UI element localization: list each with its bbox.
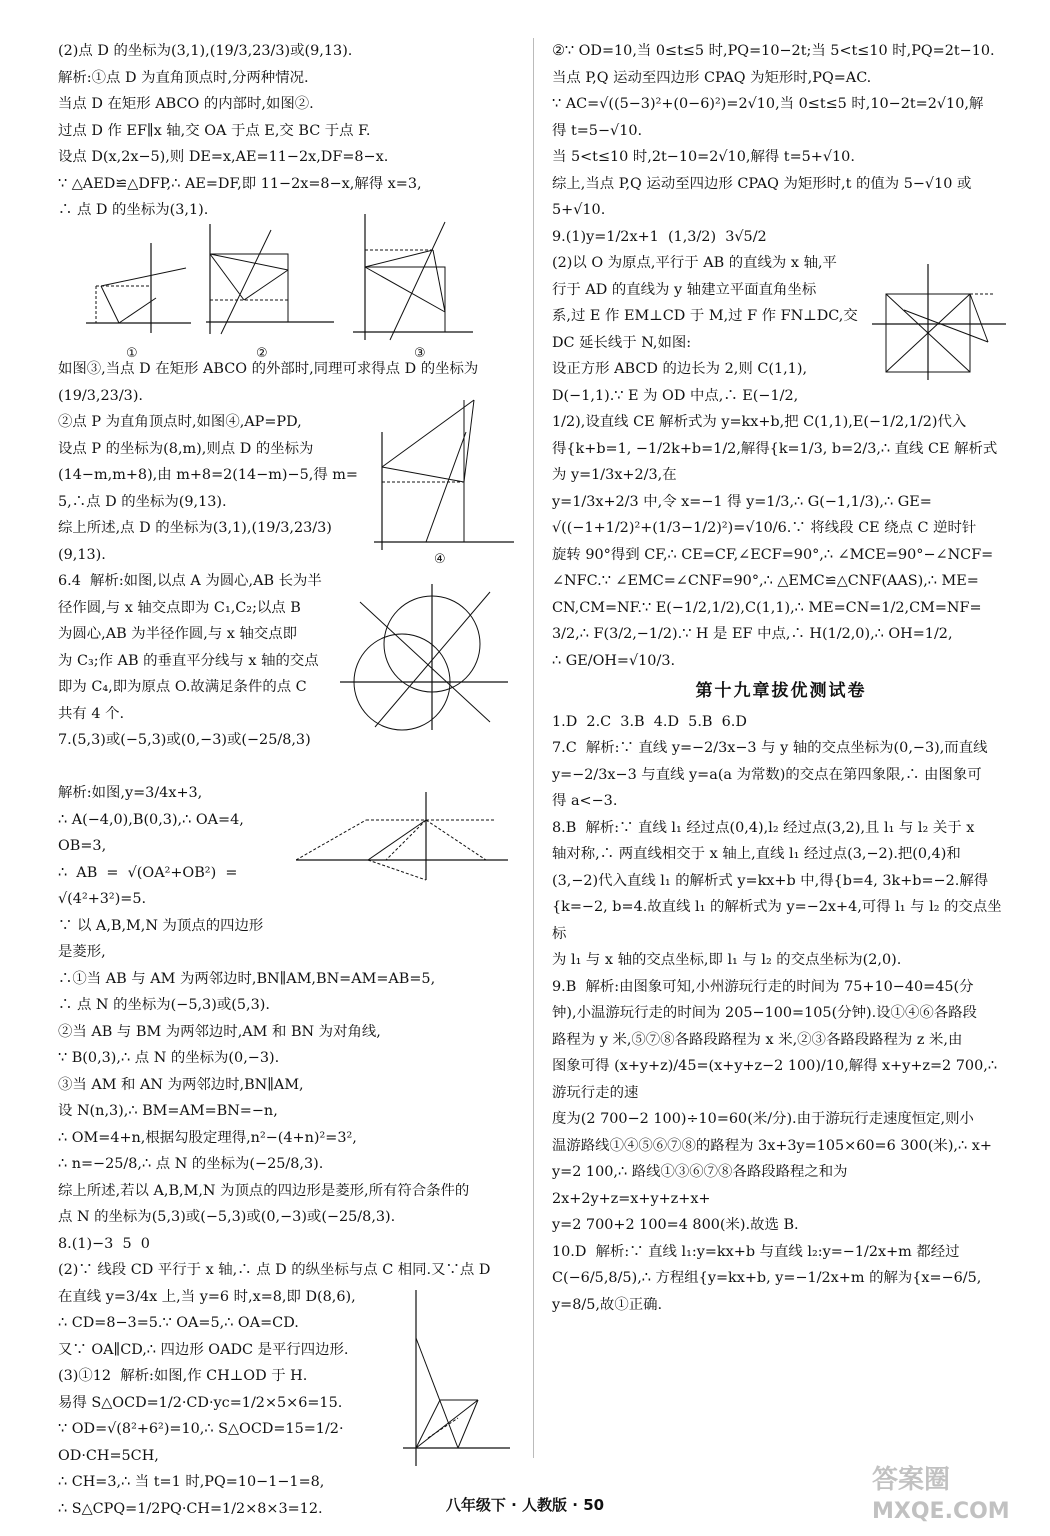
left-column-line: 为 C₃;作 AB 的垂直平分线与 x 轴的交点 <box>58 652 319 669</box>
left-column-line: ∵ 以 A,B,M,N 为顶点的四边形 <box>58 917 264 934</box>
right-column-line: 温游路线①④⑤⑥⑦⑧的路程为 3x+3y=105×60=6 300(米),∴ x+ <box>552 1137 992 1154</box>
left-column-line: 为圆心,AB 为半径作圆,与 x 轴交点即 <box>58 626 298 642</box>
right-column-line: 设正方形 ABCD 的边长为 2,则 C(1,1), <box>552 361 808 377</box>
column-divider <box>533 38 534 1458</box>
left-column-line: 即为 C₄,即为原点 O.故满足条件的点 C <box>58 679 307 695</box>
left-column-line: ∴ CD=8−3=5.∵ OA=5,∴ OA=CD. <box>58 1315 299 1331</box>
left-column-line: 是菱形, <box>58 944 106 960</box>
right-column-line: 10.D 解析:∵ 直线 l₁:y=kx+b 与直线 l₂:y=−1/2x+m 都经过 <box>552 1243 960 1260</box>
right-column-line: 3/2,∴ F(3/2,−1/2).∵ H 是 EF 中点,∴ H(1/2,0),∴ OH=1/2, <box>552 626 953 642</box>
right-column-line: 当 5<t≤10 时,2t−10=2√10,解得 t=5+√10. <box>552 149 855 165</box>
right-column-line: ②∵ OD=10,当 0≤t≤5 时,PQ=10−2t;当 5<t≤10 时,PQ=2t−10. <box>552 43 995 59</box>
right-column-line: 系,过 E 作 EM⊥CD 于 M,过 F 作 FN⊥DC,交 <box>552 308 858 324</box>
left-column-line: (19/3,23/3). <box>58 387 144 404</box>
right-column <box>552 38 1010 1318</box>
left-column-line: 如图③,当点 D 在矩形 ABCO 的外部时,同理可求得点 D 的坐标为 <box>58 361 479 377</box>
left-column-line: 解析:①点 D 为直角顶点时,分两种情况. <box>58 69 309 86</box>
left-column-line: (2)∵ 线段 CD 平行于 x 轴,∴ 点 D 的纵坐标与点 C 相同.又∵点 D <box>58 1262 491 1278</box>
left-column-line: ∴ OM=4+n,根据勾股定理得,n²−(4+n)²=3², <box>58 1129 357 1146</box>
left-column-line: 综上所述,点 D 的坐标为(3,1),(19/3,23/3) <box>58 520 332 536</box>
right-column-line: 得 t=5−√10. <box>552 122 643 139</box>
figure-1-label: ① <box>126 346 138 361</box>
right-column-line: {k=−2, b=4.故直线 l₁ 的解析式为 y=−2x+4,可得 l₁ 与 l₂ 的交点坐标 <box>552 899 1002 942</box>
right-column-line: 8.B 解析:∵ 直线 l₁ 经过点(0,4),l₂ 经过点(3,2),且 l₁ 与 l₂ 关于 x <box>552 819 975 836</box>
right-column-line: (3,−2)代入直线 l₁ 的解析式 y=kx+b 中,得{b=4, 3k+b=−2.解得 <box>552 872 989 889</box>
left-column-line: ∴①当 AB 与 AM 为两邻边时,BN∥AM,BN=AM=AB=5, <box>58 970 436 987</box>
left-column-line: 7.(5,3)或(−5,3)或(0,−3)或(−25/8,3) <box>58 732 311 748</box>
left-column-line: 设点 D(x,2x−5),则 DE=x,AE=11−2x,DF=8−x. <box>58 149 389 165</box>
figure-square <box>868 262 1008 382</box>
left-column-line: 设 N(n,3),∴ BM=AM=BN=−n, <box>58 1103 278 1119</box>
left-column-line: ②当 AB 与 BM 为两邻边时,AM 和 BN 为对角线, <box>58 1023 381 1040</box>
right-column-line: C(−6/5,8/5),∴ 方程组{y=kx+b, y=−1/2x+m 的解为{x=−6/5, y=8/5,故①正确. <box>552 1270 986 1313</box>
page-footer: 八年级下 · 人教版 · 50 <box>445 1496 605 1514</box>
left-column-line: ∴ AB = √(OA²+OB²) = <box>58 864 238 881</box>
right-column-line: (2)以 O 为原点,平行于 AB 的直线为 x 轴,平 <box>552 255 837 271</box>
right-column-line: 路程为 y 米,⑤⑦⑧各路段路程为 x 米,②③各路段路程为 z 米,由 <box>552 1031 963 1048</box>
right-column-line: ∵ AC=√((5−3)²+(0−6)²)=2√10,当 0≤t≤5 时,10−2t=2√10,解 <box>552 96 984 112</box>
right-column-line: 得 a<−3. <box>552 793 618 809</box>
right-column-line: 综上,当点 P,Q 运动至四边形 CPAQ 为矩形时,t 的值为 5−√10 或 <box>552 175 972 192</box>
right-column-line: y=2 100,∴ 路线①③⑥⑦⑧各路段路程之和为 2x+2y+z=x+y+z+x+ <box>552 1164 853 1207</box>
left-column-line: ∴ S△CPQ=1/2PQ·CH=1/2×8×3=12. <box>58 1500 323 1517</box>
left-column-line: 5,∴点 D 的坐标为(9,13). <box>58 493 227 510</box>
left-column-line: 6.4 解析:如图,以点 A 为圆心,AB 长为半 <box>58 573 322 589</box>
left-column-line: 点 N 的坐标为(5,3)或(−5,3)或(0,−3)或(−25/8,3). <box>58 1209 396 1225</box>
watermark-logo <box>862 1458 1042 1528</box>
left-column-line: OB=3, <box>58 838 107 854</box>
left-column-line: ∴ CH=3,∴ 当 t=1 时,PQ=10−1−1=8, <box>58 1474 325 1490</box>
right-column-line: CN,CM=NF.∵ E(−1/2,1/2),C(1,1),∴ ME=CN=1/2,CM=NF= <box>552 599 982 616</box>
left-column-line: OD·CH=5CH, <box>58 1447 159 1464</box>
right-column-line: DC 延长线于 N,如图: <box>552 334 692 351</box>
left-column-line: ③当 AM 和 AN 为两邻边时,BN∥AM, <box>58 1076 304 1093</box>
left-column-line: 径作圆,与 x 轴交点即为 C₁,C₂;以点 B <box>58 599 301 616</box>
left-column-line: √(4²+3²)=5. <box>58 891 147 907</box>
right-column-line: 图象可得 (x+y+z)/45=(x+y+z−2 100)/10,解得 x+y+z=2 700,∴ 游玩行走的速 <box>552 1058 1002 1101</box>
figure-1 <box>86 238 196 338</box>
right-column-line: 度为(2 700−2 100)÷10=60(米/分).由于游玩行走速度恒定,则小 <box>552 1111 974 1127</box>
right-column-line: 第十九章拔优测试卷 <box>695 681 867 701</box>
left-column-line: ∴ 点 N 的坐标为(−5,3)或(5,3). <box>58 997 270 1013</box>
figure-parallelogram <box>398 1288 513 1468</box>
figure-3-label: ③ <box>414 346 426 361</box>
right-column-line: √((−1+1/2)²+(1/3−1/2)²)=√10/6.∵ 将线段 CE 绕点 C 逆时针 <box>552 520 977 536</box>
right-column-line: y=2 700+2 100=4 800(米).故选 B. <box>552 1217 799 1233</box>
right-column-line: 旋转 90°得到 CF,∴ CE=CF,∠ECF=90°,∴ ∠MCE=90°−∠NCF= <box>552 546 994 563</box>
left-column-line: 易得 S△OCD=1/2·CD·yc=1/2×5×6=15. <box>58 1394 343 1411</box>
left-column-line: ∴ n=−25/8,∴ 点 N 的坐标为(−25/8,3). <box>58 1156 324 1172</box>
left-column-line: 过点 D 作 EF∥x 轴,交 OA 于点 E,交 BC 于点 F. <box>58 122 371 139</box>
left-column-line: ∵ △AED≌△DFP,∴ AE=DF,即 11−2x=8−x,解得 x=3, <box>58 175 422 192</box>
left-column-line: 8.(1)−3 5 0 <box>58 1235 150 1252</box>
left-column-line: 共有 4 个. <box>58 705 125 722</box>
right-column-line: 当点 P,Q 运动至四边形 CPAQ 为矩形时,PQ=AC. <box>552 69 872 86</box>
left-column-line: (9,13). <box>58 546 106 563</box>
right-column-line: 7.C 解析:∵ 直线 y=−2/3x−3 与 y 轴的交点坐标为(0,−3),而直线 <box>552 740 988 756</box>
left-column-line: (2)点 D 的坐标为(3,1),(19/3,23/3)或(9,13). <box>58 43 353 59</box>
right-column-line: 1.D 2.C 3.B 4.D 5.B 6.D <box>552 713 747 730</box>
figure-rhombus <box>296 790 510 882</box>
left-column-line: ∵ OD=√(8²+6²)=10,∴ S△OCD=15=1/2· <box>58 1421 344 1437</box>
right-column-line: 得{k+b=1, −1/2k+b=1/2,解得{k=1/3, b=2/3,∴ 直线 CE 解析式为 y=1/3x+2/3,在 <box>552 440 998 483</box>
right-column-line: 9.(1)y=1/2x+1 (1,3/2) 3√5/2 <box>552 228 767 245</box>
figure-4 <box>366 392 516 552</box>
figure-4-label: ④ <box>434 552 446 567</box>
right-column-line: 1/2),设直线 CE 解析式为 y=kx+b,把 C(1,1),E(−1/2,1/2)代入 <box>552 414 967 430</box>
right-column-line: 5+√10. <box>552 202 606 218</box>
right-column-line: 为 l₁ 与 x 轴的交点坐标,即 l₁ 与 l₂ 的交点坐标为(2,0). <box>552 952 902 968</box>
left-column-line: ②点 P 为直角顶点时,如图④,AP=PD, <box>58 414 302 430</box>
figure-3 <box>345 212 475 342</box>
left-column-line: 在直线 y=3/4x 上,当 y=6 时,x=8,即 D(8,6), <box>58 1288 356 1305</box>
left-column-line: ∵ B(0,3),∴ 点 N 的坐标为(0,−3). <box>58 1050 280 1066</box>
right-column-line: ∴ GE/OH=√10/3. <box>552 652 676 669</box>
figure-circles <box>340 582 510 732</box>
left-column-line: 又∵ OA∥CD,∴ 四边形 OADC 是平行四边形. <box>58 1341 349 1358</box>
figure-2-label: ② <box>256 346 268 361</box>
right-column-line: y=1/3x+2/3 中,令 x=−1 得 y=1/3,∴ G(−1,1/3),∴ GE= <box>552 493 932 510</box>
left-column-line: 综上所述,若以 A,B,M,N 为顶点的四边形是菱形,所有符合条件的 <box>58 1182 470 1199</box>
left-column-line: 当点 D 在矩形 ABCO 的内部时,如图②. <box>58 96 314 112</box>
left-column-line: ∴ A(−4,0),B(0,3),∴ OA=4, <box>58 811 244 828</box>
svg-text:MXQE.COM: MXQE.COM <box>872 1499 1010 1524</box>
right-column-line: 轴对称,∴ 两直线相交于 x 轴上,直线 l₁ 经过点(3,−2).把(0,4)和 <box>552 846 961 862</box>
left-column-line <box>58 754 516 781</box>
left-column-line: (3)①12 解析:如图,作 CH⊥OD 于 H. <box>58 1368 308 1384</box>
right-column-line: 9.B 解析:由图象可知,小州游玩行走的时间为 75+10−40=45(分 <box>552 978 974 995</box>
svg-text:答案圈: 答案圈 <box>872 1465 951 1495</box>
left-column-line: 解析:如图,y=3/4x+3, <box>58 785 203 801</box>
right-column-line: D(−1,1).∵ E 为 OD 中点,∴ E(−1/2, <box>552 387 799 404</box>
figure-2 <box>196 222 336 340</box>
left-column-line: 设点 P 的坐标为(8,m),则点 D 的坐标为 <box>58 440 314 457</box>
right-column-line: ∠NFC.∵ ∠EMC=∠CNF=90°,∴ △EMC≌△CNF(AAS),∴ ME= <box>552 573 979 589</box>
right-column-line: 钟),小温游玩行走的时间为 205−100=105(分钟).设①④⑥各路段 <box>552 1005 977 1021</box>
right-column-line: y=−2/3x−3 与直线 y=a(a 为常数)的交点在第四象限,∴ 由图象可 <box>552 766 982 783</box>
left-column-line: ∴ 点 D 的坐标为(3,1). <box>58 202 209 218</box>
left-column-line: (14−m,m+8),由 m+8=2(14−m)−5,得 m= <box>58 467 358 483</box>
right-column-line: 行于 AD 的直线为 y 轴建立平面直角坐标 <box>552 281 817 298</box>
